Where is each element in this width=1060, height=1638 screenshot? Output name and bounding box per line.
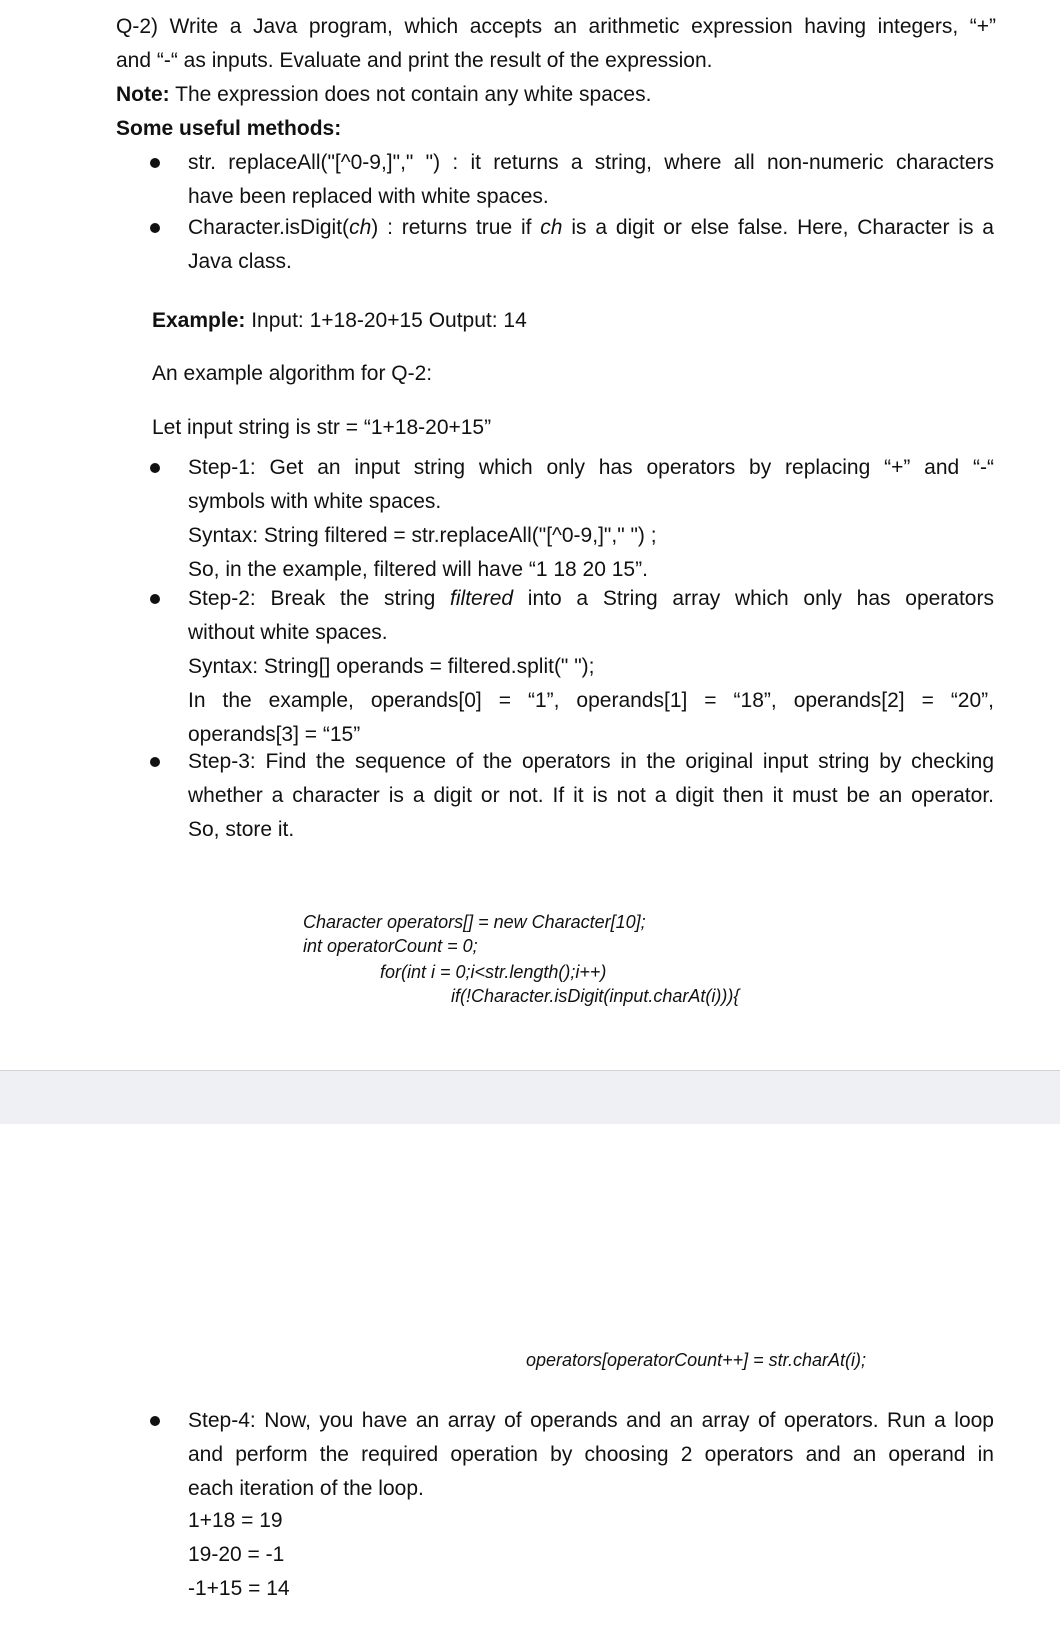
step-3-line-3: So, store it. (188, 818, 295, 841)
method-1-line-1: str. replaceAll("[^0-9,]"," ") : it returns a string, where all non-numeric characters (188, 151, 994, 174)
step-4-line-3: each iteration of the loop. (188, 1477, 424, 1500)
step-4 (188, 1404, 994, 1506)
step-2-line-5: operands[3] = “15” (188, 723, 361, 746)
step-3 (188, 745, 994, 847)
page-gap-divider (0, 1070, 1060, 1125)
bullet-icon (150, 1404, 168, 1426)
calculation-2: 19-20 = -1 (188, 1543, 285, 1566)
method-replaceall (188, 146, 994, 214)
note-line (116, 78, 651, 112)
bullet-icon (150, 211, 168, 233)
step-2-line-4: In the example, operands[0] = “1”, operands[1] = “18”, operands[2] = “20”, (188, 689, 994, 712)
step-4-line-1: Step-4: Now, you have an array of operands and an array of operators. Run a loop (188, 1409, 994, 1432)
step-3-line-1: Step-3: Find the sequence of the operators in the original input string by checking (188, 750, 994, 773)
method-1-line-2: have been replaced with white spaces. (188, 185, 549, 208)
example-line (152, 304, 527, 338)
input-string-line: Let input string is str = “1+18-20+15” (152, 416, 492, 439)
code-line-2: int operatorCount = 0; (303, 936, 478, 956)
page-gap-divider-lower (0, 1124, 1060, 1134)
method-2-line-1: Character.isDigit(ch) : returns true if ch is a digit or else false. Here, Character is a (188, 216, 994, 239)
example-text: Input: 1+18-20+15 Output: 14 (245, 309, 527, 332)
calculation-1: 1+18 = 19 (188, 1509, 283, 1532)
step-2-syntax: Syntax: String[] operands = filtered.split(" "); (188, 655, 595, 678)
method-isdigit (188, 211, 994, 279)
code-line-3: for(int i = 0;i<str.length();i++) (380, 962, 607, 982)
example-label: Example: (152, 309, 246, 332)
code-line-4: if(!Character.isDigit(input.charAt(i))){ (451, 986, 740, 1006)
bullet-icon (150, 745, 168, 767)
method-2-line-2: Java class. (188, 250, 292, 273)
step-2-line-1: Step-2: Break the string filtered into a String array which only has operators (188, 587, 994, 610)
bullet-icon (150, 146, 168, 168)
step-1-syntax: Syntax: String filtered = str.replaceAll("[^0-9,]"," ") ; (188, 524, 657, 547)
step-1-line-4: So, in the example, filtered will have “1 18 20 15”. (188, 558, 648, 581)
note-label: Note: (116, 83, 170, 106)
step-4-line-2: and perform the required operation by choosing 2 operators and an operand in (188, 1443, 994, 1466)
step-1-line-1: Step-1: Get an input string which only has operators by replacing “+” and “-“ (188, 456, 994, 479)
step-3-line-2: whether a character is a digit or not. If it is not a digit then it must be an operator. (188, 784, 994, 807)
calculation-3: -1+15 = 14 (188, 1577, 290, 1600)
algorithm-title: An example algorithm for Q-2: (152, 362, 433, 385)
step-1-line-2: symbols with white spaces. (188, 490, 442, 513)
note-text: The expression does not contain any white spaces. (169, 83, 652, 106)
step-2 (188, 582, 994, 752)
step-1 (188, 451, 994, 587)
code-line-5: operators[operatorCount++] = str.charAt(i); (526, 1350, 866, 1370)
step-2-line-2: without white spaces. (188, 621, 388, 644)
methods-title: Some useful methods: (116, 117, 342, 140)
question-line-1: Q-2) Write a Java program, which accepts an arithmetic expression having integers, “+” (116, 15, 996, 38)
bullet-icon (150, 582, 168, 604)
question-line-2: and “-“ as inputs. Evaluate and print the result of the expression. (116, 49, 713, 72)
code-line-1: Character operators[] = new Character[10]; (303, 912, 646, 932)
bullet-icon (150, 451, 168, 473)
question-statement (116, 10, 996, 78)
